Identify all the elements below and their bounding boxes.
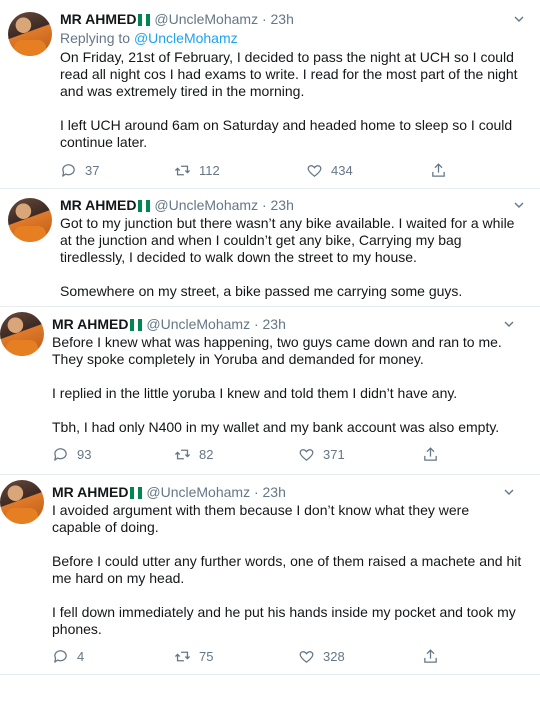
replying-to: Replying to @UncleMohamz [60, 30, 238, 46]
tweet-time[interactable]: 23h [270, 11, 294, 27]
tweet-text: Before I knew what was happening, two guys came down and ran to me. They spoke completely in Yoruba and demanded for money. I replied in the little yoruba I knew and told them I didn’t have any. Tbh, I had only N400 in my wallet and my bank account was also empty. [52, 334, 502, 435]
reply-button[interactable]: 37 [60, 162, 99, 179]
retweet-icon [174, 648, 191, 665]
share-button[interactable] [430, 162, 447, 179]
share-button[interactable] [422, 648, 439, 665]
avatar[interactable] [8, 198, 52, 242]
chevron-down-icon[interactable] [514, 200, 524, 210]
retweet-icon [174, 446, 191, 463]
chevron-down-icon[interactable] [504, 319, 514, 329]
tweet-header: MR AHMED @UncleMohamz · 23h [52, 484, 286, 500]
author-handle[interactable]: @UncleMohamz [154, 11, 259, 27]
like-button[interactable]: 328 [298, 648, 345, 665]
nigeria-flag-icon [138, 198, 150, 210]
reply-icon [52, 648, 69, 665]
tweet-text: I avoided argument with them because I don’t know what they were capable of doing. Before I could utter any further words, one of them raised a machete and hit me hard on my head. I fell down immediately and he put his hands inside my pocket and took my phones. [52, 502, 522, 637]
tweet-text: On Friday, 21st of February, I decided to pass the night at UCH so I could read all night cos I had exams to write. I read for the most part of the night and was extremely tired in the morning. I left UCH around 6am on Saturday and headed home to sleep so I could continue later. [60, 49, 518, 150]
avatar[interactable] [8, 12, 52, 56]
like-button[interactable]: 434 [306, 162, 353, 179]
heart-icon [298, 446, 315, 463]
tweet-actions [52, 446, 452, 466]
tweet-text: Got to my junction but there wasn’t any bike available. I waited for a while at the junction and when I couldn’t get any bike, Carrying my bag tiredlessly, I decided to walk down the street to my house. Somewhere on my street, a bike passed me carrying some guys. [60, 215, 515, 299]
author-name[interactable]: MR AHMED [60, 197, 137, 213]
tweet-2[interactable] [0, 188, 540, 307]
nigeria-flag-icon [130, 317, 142, 329]
chevron-down-icon[interactable] [514, 14, 524, 24]
tweet-time[interactable]: 23h [262, 316, 286, 332]
replying-to-link[interactable]: @UncleMohamz [133, 30, 238, 46]
tweet-header: MR AHMED @UncleMohamz · 23h [60, 11, 294, 27]
author-name[interactable]: MR AHMED [60, 11, 137, 27]
tweet-3[interactable] [0, 306, 540, 475]
author-handle[interactable]: @UncleMohamz [146, 316, 251, 332]
author-name[interactable]: MR AHMED [52, 484, 129, 500]
retweet-button[interactable]: 112 [174, 162, 220, 179]
reply-button[interactable]: 4 [52, 648, 84, 665]
author-name[interactable]: MR AHMED [52, 316, 129, 332]
tweet-actions [52, 648, 452, 668]
reply-button[interactable]: 93 [52, 446, 91, 463]
tweet-header: MR AHMED @UncleMohamz · 23h [52, 316, 286, 332]
nigeria-flag-icon [138, 12, 150, 24]
share-icon [430, 162, 447, 179]
share-icon [422, 446, 439, 463]
tweet-time[interactable]: 23h [270, 197, 294, 213]
tweet-time[interactable]: 23h [262, 484, 286, 500]
like-button[interactable]: 371 [298, 446, 345, 463]
tweet-1[interactable] [0, 0, 540, 189]
avatar[interactable] [0, 480, 44, 524]
nigeria-flag-icon [130, 485, 142, 497]
retweet-button[interactable]: 82 [174, 446, 213, 463]
heart-icon [306, 162, 323, 179]
reply-icon [52, 446, 69, 463]
reply-icon [60, 162, 77, 179]
share-icon [422, 648, 439, 665]
tweet-4[interactable] [0, 474, 540, 675]
tweet-actions [60, 162, 460, 182]
author-handle[interactable]: @UncleMohamz [154, 197, 259, 213]
author-handle[interactable]: @UncleMohamz [146, 484, 251, 500]
share-button[interactable] [422, 446, 439, 463]
heart-icon [298, 648, 315, 665]
retweet-icon [174, 162, 191, 179]
tweet-header: MR AHMED @UncleMohamz · 23h [60, 197, 294, 213]
retweet-button[interactable]: 75 [174, 648, 213, 665]
chevron-down-icon[interactable] [504, 487, 514, 497]
avatar[interactable] [0, 312, 44, 356]
